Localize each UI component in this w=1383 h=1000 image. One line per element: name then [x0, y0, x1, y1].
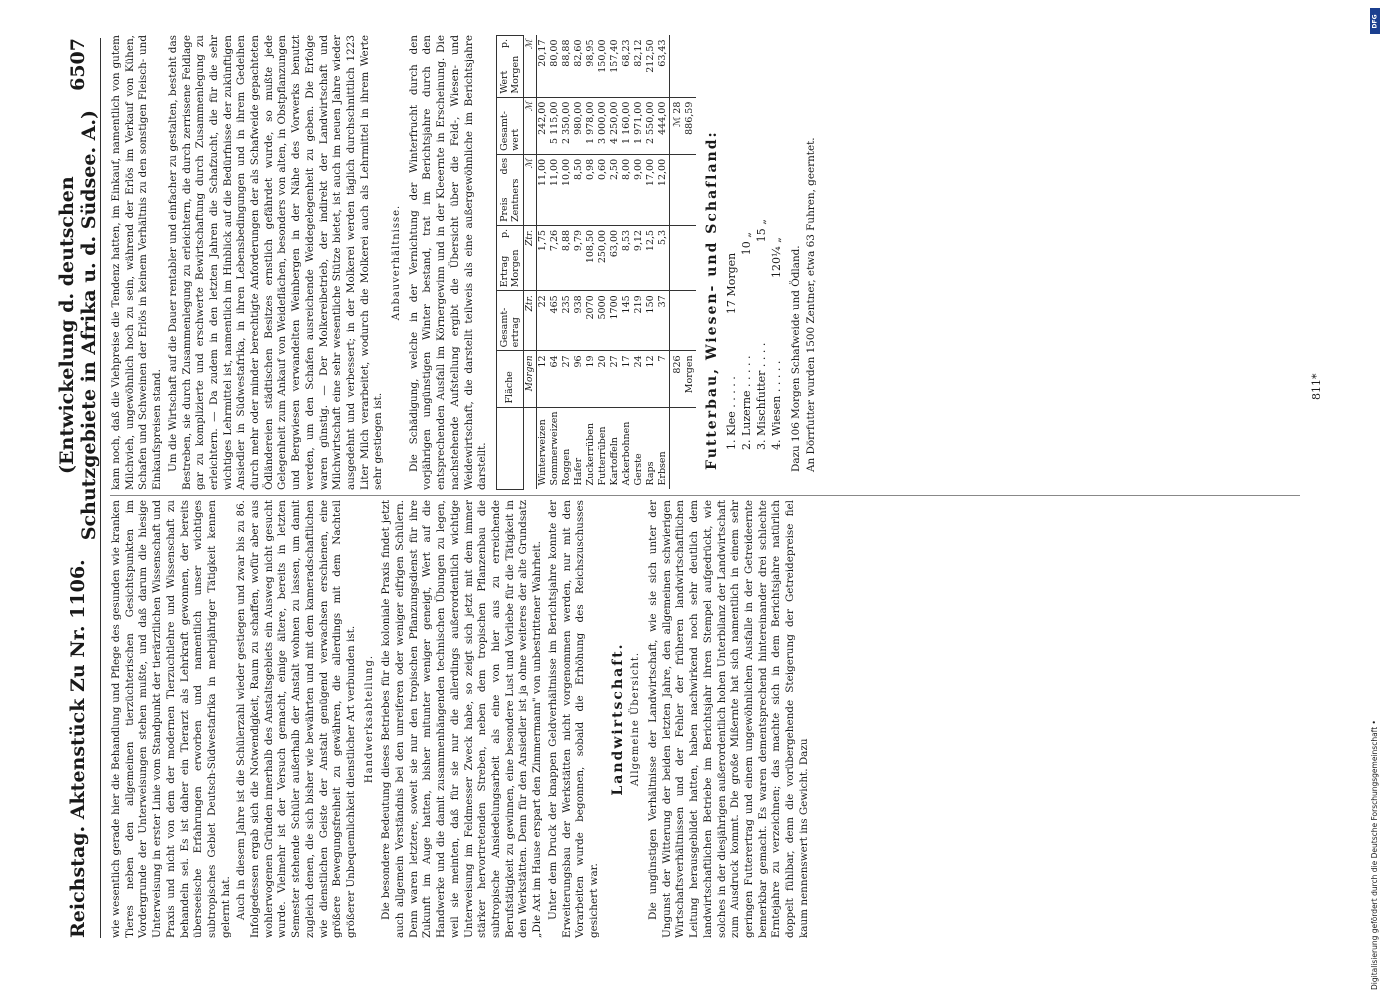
table-cell: 938 — [573, 291, 585, 351]
paragraph: Auch in diesem Jahre ist die Schülerzahl wieder gestiegen und zwar bis zu 86. Infolgedessen ergab sich die Notwendigkeit, Raum zu schaffen, wofür aber aus wohlerwogenen Gründen innerhalb des Anstaltsgebiets ein Ausweg nicht gesucht wurde. Vielmehr ist der Versuch gemacht, einige ältere, bereits in letzten Semester stehende Schüler außerhalb der Anstalt wohnen zu lassen, um damit zugleich denen, die sich bisher wie bewährten und mit dem kameradschaftlichen wie dienstlichen Geiste der Anstalt genügend verwachsen erschienen, eine größere Bewegungsfreiheit zu gewähren, die allerdings mit dem Nachteil größerer Unbequemlichkeit dienstlicher Art verbunden ist. — [235, 500, 357, 938]
crop-name: Zuckerrüben — [584, 423, 596, 486]
col-header: Ertrag p. Morgen — [496, 225, 523, 290]
crop-name: Sommerweizen — [548, 411, 560, 486]
header-left: Reichstag. Aktenstück Zu Nr. 1106. — [67, 559, 89, 938]
table-header-row — [496, 36, 523, 490]
table-cell: 24 — [633, 351, 645, 407]
fodder-note: Dazu 106 Morgen Schafweide und Ödland. — [789, 245, 802, 472]
table-cell: 2 550,00 — [645, 97, 657, 154]
paragraph: Die besondere Bedeutung dieses Betriebes für die koloniale Praxis findet jetzt auch allgemein Verständnis bei den unreiferen oder weniger eifrigen Schülern. Denn waren letztere, soweit sie nur den tropischen Pflanzungsdienst für ihre Zukunft im Auge hatten, bisher mitunter weniger geneigt, Wert auf die Handwerke und die damit zusammenhängenden technischen Übungen zu legen, weil sie meinten, daß für sie nur die allerdings außerordentlich wichtige Unterweisung im Feldmesser Zweck habe, so zeigt sich jetzt mit dem immer stärker hervortretenden Streben, neben dem tropischen Pflanzenbau die subtropische Ansiedelungsarbeit als eine von hier aus zu erreichende Berufstätigkeit zu gewinnen, eine besondere Lust und Vorliebe für die Tätigkeit in den Werkstätten. Denn für den Ansiedler ist ja ohne weiteres der alte Grundsatz „Die Axt im Hause erspart den Zimmermann" von unbestrittener Wahrheit. — [380, 500, 544, 938]
table-cell: 1 978,00 — [585, 97, 597, 154]
table-cell: 1 160,00 — [621, 97, 633, 154]
total-spacer — [669, 407, 696, 489]
column-divider — [110, 495, 1300, 496]
table-cell: 5000 — [597, 291, 609, 351]
table-cell: 5,3 — [657, 225, 670, 290]
section-heading: Landwirtschaft. — [609, 642, 626, 796]
table-cell: 27 — [561, 351, 573, 407]
fodder-heading: Futterbau, Wiesen- und Schafland: — [703, 130, 720, 470]
table-cell: 12,00 — [657, 154, 670, 225]
crop-name: Hafer — [572, 457, 584, 486]
table-cell: 19 — [585, 351, 597, 407]
header-title: (Entwickelung d. deutschen Schutzgebiete in Afrika u. d. Südsee. A.) — [56, 109, 100, 541]
table-cell: 17 — [621, 351, 633, 407]
crop-name: Gerste — [632, 453, 644, 486]
table-cell: 150,00 — [597, 36, 609, 98]
table-cell: 3 000,00 — [597, 97, 609, 154]
left-column — [110, 500, 813, 938]
total-area: 826 Morgen — [669, 351, 696, 407]
item-value: 10 „ — [739, 231, 753, 256]
table-cell: 63,00 — [609, 225, 621, 290]
table-cell: 17,00 — [645, 154, 657, 225]
table-cell: 1,75 — [536, 225, 549, 290]
page-header — [56, 38, 100, 938]
table-row — [536, 36, 549, 490]
table-cell: 219 — [633, 291, 645, 351]
fodder-list — [724, 35, 784, 450]
table-cell: 9,79 — [573, 225, 585, 290]
right-column — [110, 35, 821, 490]
table-cell: 82,60 — [573, 36, 585, 98]
table-cell: 2,50 — [609, 154, 621, 225]
empty-cell — [669, 154, 696, 225]
table-cell: 0,98 — [585, 154, 597, 225]
paragraph: Die Schädigung, welche in der Vernichtung der Winterfrucht durch den vorjährigen ungünstigen Winter bestand, trat im Berichtsjahre durch den entsprechenden Ausfall im Körnergewinn und in der Kleeernte in Erscheinung. Die nachstehende Aufstellung ergibt die Übersicht über die Feld-, Wiesen- und Weidewirtschaft, die darstellt teilweis als eine außergewöhnliche im Berichtsjahre darstellt. — [407, 35, 489, 490]
units-row — [523, 36, 536, 490]
table-cell: 10,00 — [561, 154, 573, 225]
subheading: Anbauverhältnisse. — [391, 204, 403, 321]
item-value: 15 „ — [754, 219, 768, 243]
table-cell: 11,00 — [549, 154, 561, 225]
table-cell: 12 — [536, 351, 549, 407]
fodder-note: An Dörrfutter wurden 1500 Zentner, etwa 63 Fuhren, geerntet. — [805, 137, 818, 472]
table-cell: 8,53 — [621, 225, 633, 290]
list-item: 3. Mischfutter . . . . 15 „ — [754, 219, 768, 450]
empty-cell — [669, 225, 696, 290]
crop-name: Roggen — [560, 448, 572, 486]
item-value: 17 Morgen — [724, 252, 738, 315]
table-cell: 2 350,00 — [561, 97, 573, 154]
empty-cell — [669, 291, 696, 351]
unit-cell — [523, 407, 536, 489]
table-row — [585, 36, 597, 490]
table-cell: 12 — [645, 351, 657, 407]
col-header — [496, 407, 523, 489]
unit-cell: ℳ — [523, 97, 536, 154]
table-cell: 212,50 — [645, 36, 657, 98]
table-row — [561, 36, 573, 490]
table-cell: 8,88 — [561, 225, 573, 290]
header-rule — [100, 38, 101, 938]
unit-cell: Morgen — [523, 351, 536, 407]
table-cell: 22 — [536, 291, 549, 351]
dfg-logo — [1370, 8, 1380, 34]
table-cell: 444,00 — [657, 97, 670, 154]
paragraph: Unter dem Druck der knappen Geldverhältnisse im Berichtsjahre konnte der Erweiterungsbau der Werkstätten nicht vorgenommen werden, nur mit den Vorarbeiten wurde begonnen, sobald die Erhöhung des Reichszuschusses gesichert war. — [546, 500, 600, 938]
table-cell: 8,00 — [621, 154, 633, 225]
page-number: 6507 — [67, 38, 89, 91]
table-cell: 108,50 — [585, 225, 597, 290]
col-header: Gesamt-wert — [496, 97, 523, 154]
col-header: Fläche — [496, 351, 523, 407]
unit-cell: ℳ — [523, 154, 536, 225]
table-cell: 9,00 — [633, 154, 645, 225]
table-cell: 145 — [621, 291, 633, 351]
paragraph: kam noch, daß die Viehpreise die Tendenz hatten, im Einkauf, namentlich von gutem Milchvieh, ungewöhnlich hoch zu sein, während der Erlös im Verkauf von Kühen, Schafen und Schweinen der Erlös in keinem Verhältnis zu den sonstigen Fleisch- und Einkaufspreisen stand. — [110, 35, 164, 490]
table-cell: 2070 — [585, 291, 597, 351]
col-header: Wert p. Morgen — [496, 36, 523, 98]
table-cell: 64 — [549, 351, 561, 407]
table-row — [573, 36, 585, 490]
table-cell: 63,43 — [657, 36, 670, 98]
empty-cell — [669, 36, 696, 98]
unit-cell: ℳ — [523, 36, 536, 98]
table-cell: 157,40 — [609, 36, 621, 98]
table-cell: 9,12 — [633, 225, 645, 290]
table-cell: 11,00 — [536, 154, 549, 225]
table-cell: 80,00 — [549, 36, 561, 98]
table-cell: 4 250,00 — [609, 97, 621, 154]
crop-name: Winterweizen — [536, 419, 548, 486]
paragraph: Um die Wirtschaft auf die Dauer rentabler und einfacher zu gestalten, besteht das Bestreben, sie durch Zusammenlegung zu erleichtern, die durch zerrissene Feldlage gar zu komplizierte und erschwerte Bewirtschaftung durch Zusammenlegung zu erleichtern. — Da zudem in den letzten Jahren die Schafzucht, die für die sehr wichtiges Lehrmittel ist, namentlich im Hinblick auf die Bedürfnisse der zukünftigen Ansiedler in Südwestafrika, in ihren Lebensbedingungen und in ihrem Gedeihen durch mehr oder minder berechtigte Anforderungen der als Schafweide gepachteten Ödländereien städtischen Besitzes ernstlich gefährdet wurde, so mußte jede Gelegenheit zum Ankauf von Weideflächen, besonders von alten, in Obstpflanzungen und Bergwiesen verwandelten Weinbergen in der Nähe des Vorwerks benutzt werden, um den Schafen ausreichende Weidegelegenheit zu geben. Die Erfolge waren günstig. — Der Molkereibetrieb, der indirekt der Landwirtschaft und Milchwirtschaft eine sehr wesentliche Stütze bietet, ist auch im neuen Jahre wieder ausgedehnt und verbessert; in der Molkerei werden täglich durchschnittlich 1223 Liter Milch verarbeitet, wodurch die Molkerei auch als Lehrmittel in ihrem Werte sehr gestiegen ist. — [166, 35, 385, 490]
item-value: 120¼ „ — [769, 237, 783, 279]
col-header: Gesamt-ertrag — [496, 291, 523, 351]
table-cell: 20 — [597, 351, 609, 407]
paragraph: wie wesentlich gerade hier die Behandlung und Pflege des gesunden wie kranken Tieres neben den allgemeinen tierzüchterischen Gesichtspunkten im Vordergrunde der Unterweisungen stehen mußte, und daß darum die hiesige Unterweisung in erster Linie vom Standpunkt der tierärztlichen Wissenschaft und Praxis und nicht von dem der modernen Tierzuchtlehre und Wissenschaft zu behandeln sei. Es ist daher ein Tierarzt als Lehrkraft gewonnen, der bereits überseeische Erfahrungen erworben und namentlich unser wichtiges subtropisches Gebiet Deutsch-Südwestafrika in mehrjähriger Tätigkeit kennen gelernt hat. — [110, 500, 232, 938]
table-row — [549, 36, 561, 490]
table-cell: 465 — [549, 291, 561, 351]
item-label: 1. Klee — [724, 411, 738, 450]
table-cell: 1 971,00 — [633, 97, 645, 154]
unit-cell: Ztr. — [523, 225, 536, 290]
table-cell: 235 — [561, 291, 573, 351]
crop-name: Kartoffeln — [608, 437, 620, 486]
list-item: 1. Klee . . . . . 17 Morgen — [724, 252, 738, 450]
table-row — [609, 36, 621, 490]
crop-name: Ackerbohnen — [620, 421, 632, 486]
item-label: 4. Wiesen — [769, 395, 783, 450]
table-cell: 98,95 — [585, 36, 597, 98]
footer-mark: 811* — [1310, 373, 1323, 400]
table-cell: 37 — [657, 291, 670, 351]
unit-cell: Ztr. — [523, 291, 536, 351]
subheading: Allgemeine Übersicht. — [630, 651, 642, 787]
subheading: Handwerksabteilung. — [363, 654, 375, 784]
table-cell: 150 — [645, 291, 657, 351]
funding-credit — [1370, 40, 1380, 990]
table-cell: 20,17 — [536, 36, 549, 98]
paragraph: Die ungünstigen Verhältnisse der Landwirtschaft, wie sie sich unter der Ungunst der Witterung der beiden letzten Jahre, den allgemeinen schwierigen Wirtschaftsverhältnissen und der Fehler der früheren landwirtschaftlichen Leitung herausgebildet hatten, haben nachwirkend noch sehr deutlich dem landwirtschaftlichen Betriebe im Berichtsjahr ihren Stempel aufgedrückt, wie solches in der diesjährigen außerordentlich hohen Unterbilanz der Landwirtschaft zum Ausdruck kommt. Die große Mißernte hat sich namentlich in einem sehr geringen Futterertrag und einem ungewöhnlichen Ausfalle in der Getreideernte bemerkbar gemacht. Es waren dementsprechend hintereinander drei schlechte Erntejahre zu verzeichnen; das machte sich in dem Berichtsjahre natürlich doppelt fühlbar, denn die vorübergehende Steigerung der Getreidepreise fiel kaum nennenswert ins Gewicht. Dazu — [647, 500, 810, 938]
total-value: ℳ 28 886,59 — [669, 97, 696, 154]
table-cell: 12,5 — [645, 225, 657, 290]
crop-name: Raps — [644, 461, 656, 486]
table-cell: 7,26 — [549, 225, 561, 290]
item-label: 3. Mischfutter — [754, 370, 768, 450]
table-cell: 96 — [573, 351, 585, 407]
table-row — [645, 36, 657, 490]
table-cell: 0,60 — [597, 154, 609, 225]
table-cell: 1700 — [609, 291, 621, 351]
crop-name: Futterrüben — [596, 426, 608, 486]
table-cell: 68,23 — [621, 36, 633, 98]
item-label: 2. Luzerne — [739, 390, 753, 450]
list-item: 4. Wiesen . . . . . 120¼ „ — [769, 237, 783, 450]
table-row — [633, 36, 645, 490]
table-cell: 88,88 — [561, 36, 573, 98]
table-cell: 242,00 — [536, 97, 549, 154]
table-cell: 82,12 — [633, 36, 645, 98]
table-body — [523, 36, 669, 490]
table-row — [597, 36, 609, 490]
table-cell: 250,00 — [597, 225, 609, 290]
crop-yield-table — [496, 35, 696, 490]
table-cell: 5 115,00 — [549, 97, 561, 154]
col-header: Preis des Zentners — [496, 154, 523, 225]
table-cell: 8,50 — [573, 154, 585, 225]
table-cell: 27 — [609, 351, 621, 407]
crop-name: Erbsen — [656, 451, 668, 486]
total-row — [669, 36, 696, 490]
credit-text: Digitalisierung gefördert durch die Deutsche Forschungsgemeinschaft • — [1370, 720, 1379, 990]
table-cell: 980,00 — [573, 97, 585, 154]
dfg-logo-text: DFG — [1371, 13, 1379, 29]
table-row — [621, 36, 633, 490]
list-item: 2. Luzerne . . . . . 10 „ — [739, 231, 753, 450]
table-cell: 7 — [657, 351, 670, 407]
table-row — [657, 36, 670, 490]
